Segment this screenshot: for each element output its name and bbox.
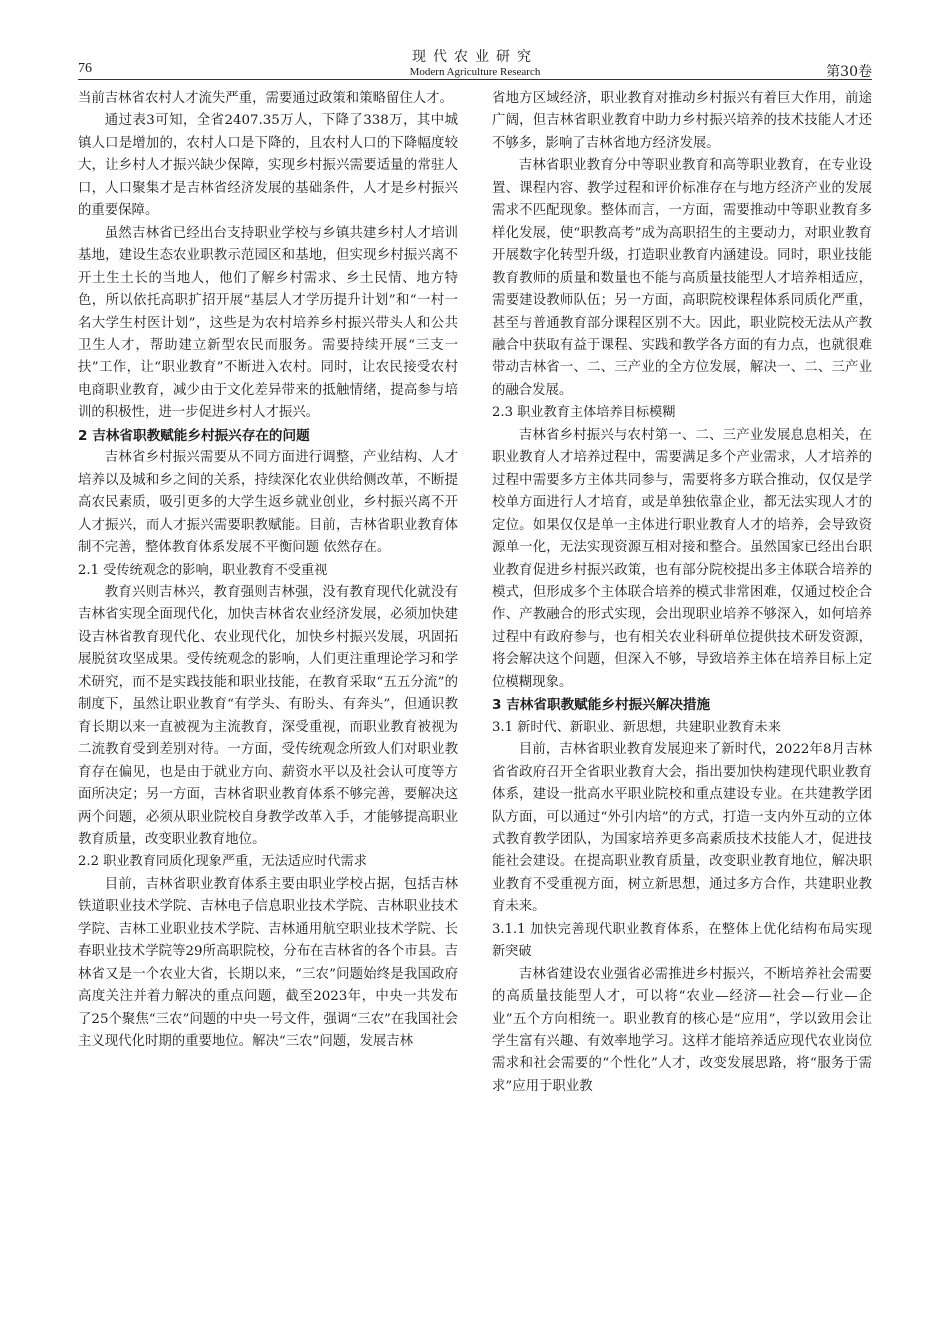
subsection-heading-2-2: 2.2 职业教育同质化现象严重，无法适应时代需求 <box>78 854 367 870</box>
paragraph: 当前吉林省农村人才流失严重，需要通过政策和策略留住人才。 <box>78 91 453 106</box>
header-divider <box>78 79 872 80</box>
paragraph: 目前，吉林省职业教育发展迎来了新时代，2022年8月吉林省省政府召开全省职业教育大会，指出要加快构建现代职业教育体系，建设一批高水平职业院校和重点建设专业。在共建教学团队方面，可以通过“外引内培”的方式，打造一支内外互动的立体式教育教学团队，为国家培养更多高素质技术技能人才，促进技能社会建设。在提高职业教育质量，改变职业教育地位，解决职业教育不受重视方面，树立新思想，通过多方合作，共建职业教育未来。 <box>492 742 872 915</box>
paragraph: 吉林省职业教育分中等职业教育和高等职业教育，在专业设置、课程内容、教学过程和评价标准存在与地方经济产业的发展需求不匹配现象。整体而言，一方面，需要推动中等职业教育多样化发展，使“职教高考”成为高职招生的主要动力，对职业教育开展数字化转型升级，打造职业教育内涵建设。同时，职业技能教育教师的质量和数量也不能与高质量技能型人才培养相适应，需要建设教师队伍；另一方面，高职院校课程体系同质化严重，甚至与普通教育部分课程区别不大。因此，职业院校无法从产教融合中获取有益于课程、实践和教学各方面的有力点，也就很难带动吉林省一、二、三产业的全方位发展，解决一、二、三产业的融合发展。 <box>492 158 872 398</box>
paragraph: 吉林省乡村振兴与农村第一、二、三产业发展息息相关，在职业教育人才培养过程中，需要满足多个产业需求，人才培养的过程中需要多方主体共同参与，需要将多方联合推动，仅仅是学校单方面进行人才培育，或是单独依靠企业，都无法实现人才的定位。如果仅仅是单一主体进行职业教育人才的培养，会导致资源单一化，无法实现资源互相对接和整合。虽然国家已经出台职业教育促进乡村振兴政策，也有部分院校提出多主体联合培养的模式，但形成多个主体联合培养的模式非常困难，仅通过校企合作、产教融合的形式实现，会出现职业培养不够深入，如何培养过程中有政府参与，也有相关农业科研单位提供技术研发资源，将会解决这个问题，但深入不够，导致培养主体在培养目标上定位模糊现象。 <box>492 427 872 690</box>
journal-title-english: Modern Agriculture Research <box>409 66 541 78</box>
subsection-heading-2-1: 2.1 受传统观念的影响，职业教育不受重视 <box>78 562 328 578</box>
page-header <box>78 50 872 80</box>
left-column <box>78 88 458 1053</box>
right-column <box>492 88 872 1098</box>
paragraph: 通过表3可知，全省2407.35万人，下降了338万，其中城镇人口是增加的，农村人口是下降的，且农村人口的下降幅度较大，让乡村人才振兴缺少保障，实现乡村振兴需要适量的常驻人口，人口聚集才是吉林省经济发展的基础条件，人才是乡村振兴的重要保障。 <box>78 113 458 219</box>
paragraph: 省地方区域经济，职业教育对推动乡村振兴有着巨大作用，前途广阔，但吉林省职业教育中助力乡村振兴培养的技术技能人才还不够多，影响了吉林省地方经济发展。 <box>492 91 872 151</box>
subsection-heading-3-1: 3.1 新时代、新职业、新思想，共建职业教育未来 <box>492 719 781 735</box>
section-heading-3: 3 吉林省职教赋能乡村振兴解决措施 <box>492 697 711 714</box>
journal-name <box>78 50 872 79</box>
volume-number: 第30卷 <box>826 64 872 80</box>
subsection-heading-2-3: 2.3 职业教育主体培养目标模糊 <box>492 405 676 421</box>
paragraph: 教育兴则吉林兴，教育强则吉林强，没有教育现代化就没有吉林省实现全面现代化，加快吉林省农业经济发展，必须加快建设吉林省教育现代化、农业现代化，加快乡村振兴发展，巩固拓展脱贫攻坚成果。受传统观念的影响，人们更注重理论学习和学术研究，而不是实践技能和职业技能，在教育采取“五五分流”的制度下，虽然让职业教育“有学头、有盼头、有奔头”，但通识教育长期以来一直被视为主流教育，深受重视，而职业教育被视为二流教育受到差别对待。一方面，受传统观念所致人们对职业教育存在偏见，也是由于就业方向、薪资水平以及社会认可度等方面所决定；另一方面，吉林省职业教育体系不够完善，要解决这两个问题，必须从职业院校自身教学改革入手，才能够提高职业教育质量，改变职业教育地位。 <box>78 584 458 847</box>
paragraph: 吉林省乡村振兴需要从不同方面进行调整，产业结构、人才培养以及城和乡之间的关系，持续深化农业供给侧改革，不断提高农民素质，吸引更多的大学生返乡就业创业，乡村振兴离不开人才振兴，而人才振兴需要职教赋能。目前，吉林省职业教育体制不完善，整体教育体系发展不平衡问题 依然存在。 <box>78 450 458 556</box>
journal-title-chinese: 现代农业研究 <box>412 49 538 65</box>
subsubsection-heading-3-1-1: 3.1.1 加快完善现代职业教育体系，在整体上优化结构布局实现新突破 <box>492 921 872 960</box>
paragraph: 虽然吉林省已经出台支持职业学校与乡镇共建乡村人才培训基地，建设生态农业职教示范园区和基地，但实现乡村振兴离不开土生土长的当地人，他们了解乡村需求、乡土民情、地方特色，所以依托高职扩招开展“基层人才学历提升计划”和“一村一名大学生村医计划”，这些是为农村培养乡村振兴带头人和公共卫生人才，帮助建立新型农民而服务。需要持续开展“三支一扶”工作，让“职业教育”不断进入农村。同时，让农民接受农村电商职业教育，减少由于文化差异带来的抵触情绪，提高参与培训的积极性，进一步促进乡村人才振兴。 <box>78 225 458 421</box>
page-number: 76 <box>78 61 92 76</box>
paragraph: 吉林省建设农业强省必需推进乡村振兴，不断培养社会需要的高质量技能型人才，可以将“农业—经济—社会—行业—企业”五个方向相统一。职业教育的核心是“应用”，学以致用会让学生富有兴趣、有效率地学习。这样才能培养适应现代农业岗位需求和社会需要的“个性化”人才，改变发展思路，将“服务于需求”应用于职业教 <box>492 966 872 1094</box>
section-heading-2: 2 吉林省职教赋能乡村振兴存在的问题 <box>78 427 310 444</box>
paragraph: 目前，吉林省职业教育体系主要由职业学校占据，包括吉林铁道职业技术学院、吉林电子信息职业技术学院、吉林职业技术学院、吉林工业职业技术学院、吉林通用航空职业技术学院、长春职业技术学院等29所高职院校，分布在吉林省的各个市县。吉林省又是一个农业大省，长期以来，“三农”问题始终是我国政府高度关注并着力解决的重点问题，截至2023年，中央一共发布了25个聚焦“三农”问题的中央一号文件，强调“三农”在我国社会主义现代化时期的重要地位。解决“三农”问题，发展吉林 <box>78 876 458 1050</box>
